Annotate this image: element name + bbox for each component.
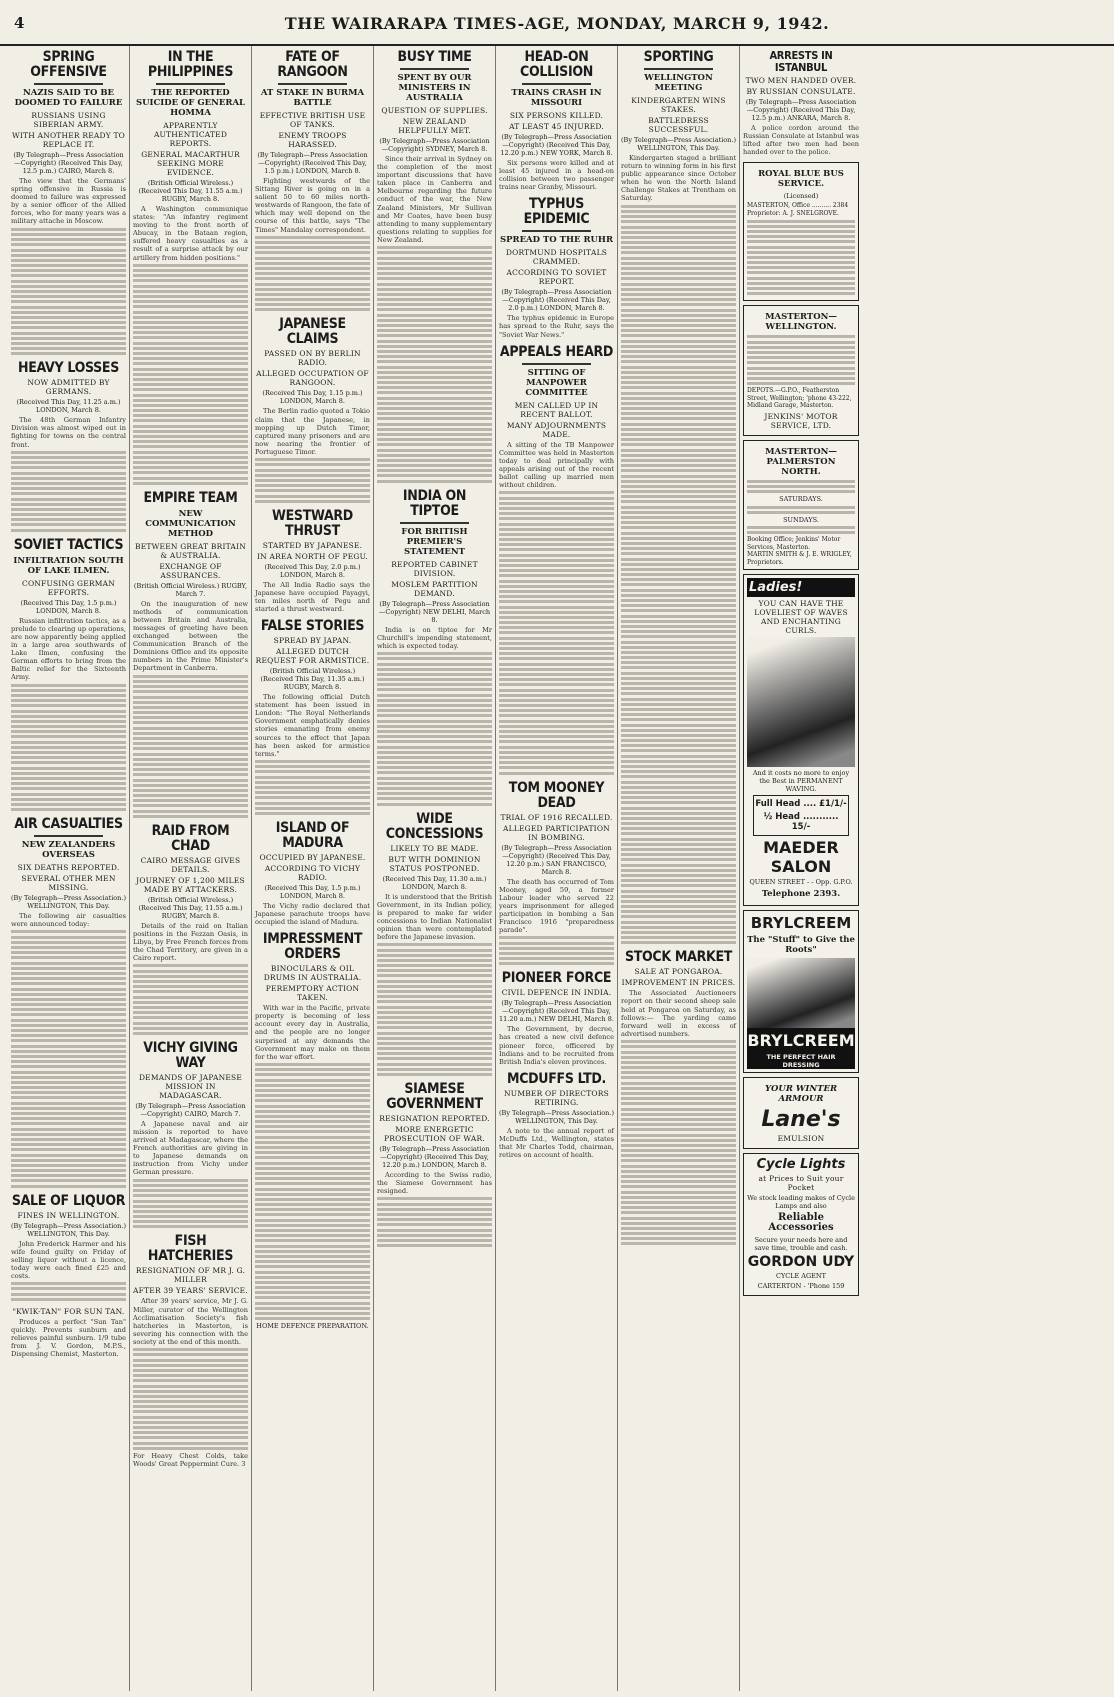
salon-ladies: Ladies!	[747, 578, 855, 597]
subdeck: MANY ADJOURNMENTS MADE.	[506, 420, 607, 439]
dateline: (By Telegraph—Press Association—Copyright) NEW DELHI, March 8.	[378, 599, 491, 624]
salon-line1: YOU CAN HAVE THE LOVELIEST OF WAVES AND ENCHANTING CURLS.	[754, 599, 848, 636]
article-text-lines	[377, 246, 492, 482]
timetable-lines	[747, 480, 855, 493]
article-wide-concessions	[377, 812, 492, 1076]
bus-title: MASTERTON—PALMERSTON NORTH.	[765, 446, 837, 477]
dateline: (By Telegraph—Press Association—Copyright) (Received This Day, 12.20 p.m.) SAN FRANCISCO, March 8.	[501, 843, 612, 876]
article-island-of-madura	[255, 821, 370, 926]
subdeck: MOSLEM PARTITION DEMAND.	[391, 579, 478, 598]
subdeck: BUT WITH DOMINION STATUS POSTPONED.	[388, 854, 481, 873]
article-text-lines	[377, 1197, 492, 1247]
headline: AIR CASUALTIES	[14, 816, 123, 833]
dateline: (British Official Wireless.) (Received This Day, 11.55 a.m.) RUGBY, March 8.	[138, 895, 243, 920]
subdeck: ACCORDING TO SOVIET REPORT.	[506, 268, 607, 287]
subdeck: EXCHANGE OF ASSURANCES.	[159, 561, 222, 580]
article-body: A note to the annual report of McDuffs Ltd., Wellington, states that Mr Charles Todd, chairman, retires on account of health.	[499, 1126, 614, 1160]
subdeck: APPARENTLY AUTHENTICATED REPORTS.	[153, 121, 228, 148]
article-japanese-claims	[255, 317, 370, 502]
article-text-lines	[499, 936, 614, 965]
article-body: Fighting westwards of the Sittang River is going on in a salient 50 to 60 miles north-westwards of Rangoon, the fate of which may well depend on the course of this battle, says "The Times" Mandalay correspondent.	[255, 177, 370, 234]
article-body: Since their arrival in Sydney on the completion of the most important discussions that have taken place in Canberra and Melbourne regarding the future conduct of the war, the New Zealand Ministers, Mr Sullivan and Mr Coates, have been busy attending to many supplementary questions relating to supplies for New Zealand.	[377, 155, 492, 244]
article-fish-hatcheries	[133, 1234, 248, 1468]
headline: MCDUFFS LTD.	[506, 1070, 607, 1087]
article-body: The 48th German Infantry Division was almost wiped out in fighting for towns on the central front.	[11, 416, 126, 449]
subdeck: JOURNEY OF 1,200 MILES MADE BY ATTACKERS.	[136, 875, 245, 894]
subdeck: SIX DEATHS REPORTED.	[17, 863, 120, 873]
article-text-lines	[255, 458, 370, 503]
article-text-lines	[11, 228, 126, 356]
headline: WIDE CONCESSIONS	[385, 810, 484, 842]
cycle-text: We stock leading makes of Cycle Lamps and also	[747, 1194, 855, 1211]
deck: NEW ZEALANDERS OVERSEAS	[21, 840, 116, 861]
dateline: (By Telegraph—Press Association—Copyright) (Received This Day, 11.20 a.m.) NEW DELHI, March 8.	[499, 999, 615, 1024]
headline: WESTWARD THRUST	[272, 507, 353, 539]
article-body: Kindergarten staged a brilliant return to winning form in his first public appearance since October when he won the North Island Challenge Stakes at Trentham on Saturday.	[621, 154, 736, 203]
subdeck: QUESTION OF SUPPLIES.	[381, 106, 488, 115]
article-heavy-losses	[11, 361, 126, 531]
article-body: The following air casualties were announced today:	[11, 912, 126, 929]
article-text-lines	[255, 760, 370, 815]
subdeck: IN AREA NORTH OF PEGU.	[256, 551, 369, 561]
deck: NEW COMMUNICATION METHOD	[145, 508, 236, 539]
article-sporting	[621, 50, 736, 944]
headline: IN THE PHILIPPINES	[147, 49, 234, 80]
article-text-lines	[255, 236, 370, 312]
dateline: (Received This Day, 1.5 p.m.) LONDON, March 8.	[20, 598, 117, 615]
subdeck: ALLEGED DUTCH REQUEST FOR ARMISTICE.	[255, 647, 370, 666]
timetable-lines	[747, 526, 855, 534]
deck: SITTING OF MANPOWER COMMITTEE	[525, 367, 588, 398]
lanes-sub: EMULSION	[777, 1134, 825, 1144]
dateline: (By Telegraph—Press Association.) WELLINGTON, This Day.	[11, 1221, 126, 1238]
deck: NOW ADMITTED BY GERMANS.	[27, 378, 110, 397]
subdeck: BY RUSSIAN CONSULATE.	[746, 87, 856, 96]
article-body: With war in the Pacific, private property is becoming of less account every day in Australia, and the people are no longer surprised at any demands the Government may make on them for the war effort.	[255, 1004, 370, 1061]
page-number: 4	[14, 14, 25, 32]
article-empire-team	[133, 491, 248, 818]
headline: FATE OF RANGOON	[277, 49, 348, 80]
deck: SPREAD TO THE RUHR	[499, 235, 614, 246]
ad-lanes-emulsion	[743, 1077, 859, 1149]
cycle-shop-sub: CYCLE AGENT	[776, 1272, 826, 1281]
subdeck: IMPROVEMENT IN PRICES.	[621, 978, 736, 988]
article-impressment-orders	[255, 932, 370, 1330]
bus-owner: MARTIN SMITH & J. E. WRIGLEY, Proprietors.	[747, 551, 852, 566]
lanes-logo: Lane's	[761, 1107, 841, 1133]
deck: SPENT BY OUR MINISTERS IN AUSTRALIA	[397, 73, 472, 103]
subdeck: MORE ENERGETIC PROSECUTION OF WAR.	[384, 1125, 485, 1143]
article-body: John Frederick Harmer and his wife found guilty on Friday of selling liquor without a licence, today were each fined £25 and costs.	[11, 1239, 126, 1280]
column-4	[374, 46, 496, 1691]
footer-ad: For Heavy Chest Colds, take Woods' Great Peppermint Cure. 3	[133, 1451, 248, 1469]
timetable-lines	[747, 335, 855, 385]
article-body: A police cordon around the Russian Consulate at Istanbul was lifted after two men had been handed over to the police.	[743, 124, 859, 157]
article-westward-thrust	[255, 509, 370, 613]
dateline: (Received This Day, 1.15 p.m.) LONDON, March 8.	[262, 389, 363, 406]
deck: THE REPORTED SUICIDE OF GENERAL HOMMA	[135, 88, 246, 118]
deck: FOR BRITISH PREMIER'S STATEMENT	[401, 526, 468, 557]
salon-telephone: Telephone 2393.	[761, 889, 841, 900]
headline: SOVIET TACTICS	[13, 536, 124, 553]
brylcreem-logo: BRYLCREEM	[750, 914, 852, 933]
article-body: The typhus epidemic in Europe has spread to the Ruhr, says the "Soviet War News."	[499, 314, 614, 339]
article-body: The view that the Germans' spring offensive in Russia is doomed to failure was expressed by a senior officer of the Allied forces, who for many years was a military attache in Moscow.	[11, 177, 126, 226]
article-text-lines	[133, 1179, 248, 1229]
dateline: (Received This Day, 11.25 a.m.) LONDON, March 8.	[16, 398, 121, 415]
deck: TRIAL OF 1916 RECALLED.	[500, 812, 613, 822]
dateline: (Received This Day, 2.0 p.m.) LONDON, March 8.	[264, 562, 361, 579]
dateline: (By Telegraph—Press Association—Copyright) (Received This Day, 1.5 p.m.) LONDON, March 8.	[257, 151, 368, 175]
dateline: (Received This Day, 11.30 a.m.) LONDON, March 8.	[382, 874, 487, 891]
article-text-lines	[621, 1040, 736, 1245]
headline: JAPANESE CLAIMS	[279, 316, 346, 348]
subdeck: PEREMPTORY ACTION TAKEN.	[265, 984, 360, 1003]
article-mcduffs	[499, 1072, 614, 1159]
subdeck: GENERAL MACARTHUR SEEKING MORE EVIDENCE.	[141, 150, 240, 177]
ad-text: Produces a perfect "Sun Tan" quickly. Prevents sunburn and relieves painful sunburn. 1/9 tube from J. V. Gordon, M.P.S., Dispensing Chemist, Masterton.	[11, 1317, 126, 1359]
article-text-lines	[133, 1348, 248, 1450]
subdeck: NEW ZEALAND HELPFULLY MET.	[398, 117, 471, 135]
article-text-lines	[133, 675, 248, 818]
article-body: Details of the raid on Italian positions in the Fezzan Oasis, in Libya, by Free French forces from the Chad Territory, are given in a Cairo report.	[133, 921, 248, 963]
woman-portrait-image	[747, 637, 855, 767]
article-sale-of-liquor	[11, 1194, 126, 1301]
newspaper-title: THE WAIRARAPA TIMES-AGE, MONDAY, MARCH 9, 1942.	[284, 14, 830, 33]
subdeck: EFFECTIVE BRITISH USE OF TANKS.	[259, 111, 366, 129]
column-6	[618, 46, 740, 1691]
timetable-lines	[747, 506, 855, 514]
deck: NAZIS SAID TO BE DOOMED TO FAILURE	[14, 88, 123, 108]
headline: TYPHUS EPIDEMIC	[523, 196, 590, 228]
article-siamese-government	[377, 1082, 492, 1247]
article-body: A sitting of the TB Manpower Committee was held in Masterton today to deal principally with appeals arising out of the recent ballot calling up married men without children.	[499, 440, 614, 490]
deck: TRAINS CRASH IN MISSOURI	[511, 88, 602, 108]
article-text-lines	[133, 264, 248, 485]
article-text-lines	[11, 684, 126, 812]
deck: STARTED BY JAPANESE.	[262, 540, 363, 550]
deck: SALE AT PONGAROA.	[634, 967, 723, 977]
headline: SALE OF LIQUOR	[11, 1192, 126, 1209]
salon-name: MAEDER SALON	[763, 838, 839, 877]
article-fate-of-rangoon	[255, 50, 370, 311]
article-body: A Japanese naval and air mission is reported to have arrived at Madagascar, where the French authorities are giving in to Japanese demands on instruction from Vichy under German pressure.	[133, 1119, 248, 1177]
subdeck: SEVERAL OTHER MEN MISSING.	[21, 874, 116, 893]
article-body: The Associated Auctioneers report on their second sheep sale held at Pongaroa on Saturday, as follows:— The yarding came forward well in excess of advertised numbers.	[621, 989, 736, 1038]
article-text-lines	[255, 1063, 370, 1320]
headline: FALSE STORIES	[260, 618, 365, 635]
bus-booking: Booking Office; Jenkins' Motor Services, Masterton.	[747, 536, 841, 551]
article-text-lines	[133, 964, 248, 1034]
salon-address: QUEEN STREET - - Opp. G.P.O.	[749, 878, 853, 887]
headline: RAID FROM CHAD	[151, 822, 230, 854]
deck: TWO MEN HANDED OVER.	[745, 76, 857, 85]
headline: TOM MOONEY DEAD	[508, 779, 605, 811]
deck: OCCUPIED BY JAPANESE.	[259, 852, 366, 862]
deck: FINES IN WELLINGTON.	[17, 1210, 120, 1220]
dateline: (By Telegraph—Press Association—Copyright) (Received This Day, 2.0 p.m.) LONDON, March 8.	[501, 288, 612, 313]
dateline: (By Telegraph—Press Association—Copyright) (Received This Day, 12.5 p.m.) CAIRO, March 8.	[13, 151, 124, 175]
article-appeals-heard	[499, 345, 614, 775]
footer-note: HOME DEFENCE PREPARATION.	[256, 1322, 369, 1331]
article-text-lines	[377, 943, 492, 1076]
article-body: The following official Dutch statement has been issued in London: "The Royal Netherlands Government emphatically denies stories emanating from enemy sources to the effect that Japan has been asked for armistice terms."	[255, 693, 370, 758]
column-5	[496, 46, 618, 1691]
article-tom-mooney-dead	[499, 781, 614, 966]
subdeck: WITH ANOTHER READY TO REPLACE IT.	[11, 131, 125, 149]
bus-sundays: SUNDAYS.	[783, 515, 819, 524]
subdeck: SIX PERSONS KILLED.	[509, 111, 604, 120]
deck: AT STAKE IN BURMA BATTLE	[260, 88, 365, 108]
ad-kwik-tan	[11, 1307, 126, 1358]
salon-full-head-price: Full Head .... £1/1/-	[755, 799, 847, 810]
article-body: India is on tiptoe for Mr Churchill's impending statement, which is expected today.	[377, 625, 492, 650]
deck: SPREAD BY JAPAN.	[273, 636, 352, 646]
headline: APPEALS HEARD	[499, 343, 614, 360]
article-typhus-epidemic	[499, 197, 614, 338]
subdeck: AFTER 39 YEARS' SERVICE.	[133, 1286, 248, 1296]
brylcreem-logo-large: BRYLCREEM	[747, 1028, 855, 1053]
dateline: (By Telegraph—Press Association—Copyright) (Received This Day, 12.5 p.m.) ANKARA, March 8.	[745, 98, 857, 122]
lanes-top: YOUR WINTER ARMOUR	[764, 1084, 838, 1105]
deck: INFILTRATION SOUTH OF LAKE ILMEN.	[13, 555, 124, 576]
headline: FISH HATCHERIES	[147, 1233, 234, 1265]
ad-palmerston-bus	[743, 440, 859, 571]
article-text-lines	[499, 491, 614, 774]
headline: VICHY GIVING WAY	[143, 1039, 238, 1071]
cycle-lights-title: Cycle Lights	[756, 1157, 846, 1173]
salon-line2: And it costs no more to enjoy the Best in PERMANENT WAVING.	[752, 769, 850, 794]
column-7	[740, 46, 862, 1691]
article-stock-market	[621, 950, 736, 1245]
ad-title: "KWIK-TAN" FOR SUN TAN.	[12, 1306, 125, 1316]
headline: ARRESTS IN ISTANBUL	[769, 49, 833, 74]
article-body: The death has occurred of Tom Mooney, aged 59, a former Labour leader who served 22 years imprisonment for alleged participation in bombing a San Francisco 1916 "preparedness parade".	[499, 877, 614, 935]
subdeck: MEN CALLED UP IN RECENT BALLOT.	[514, 400, 599, 419]
article-soviet-tactics	[11, 538, 126, 811]
article-raid-from-chad	[133, 824, 248, 1035]
article-air-casualties	[11, 817, 126, 1188]
timetable-lines	[747, 220, 855, 296]
article-pioneer-force	[499, 971, 614, 1065]
dateline: (British Official Wireless.) RUGBY, March 7.	[133, 581, 248, 598]
deck: BINOCULARS & OIL DRUMS IN AUSTRALIA.	[263, 964, 362, 983]
article-body: Six persons were killed and at least 45 injured in a head-on collision between two passenger trains near Granby, Missouri.	[499, 159, 614, 192]
article-india-on-tiptoe	[377, 489, 492, 806]
subdeck: CONFUSING GERMAN EFFORTS.	[22, 578, 115, 597]
bus-licensed: (Licensed)	[783, 192, 819, 201]
dateline: (British Official Wireless.) (Received This Day, 11.55 a.m.) RUGBY, March 8.	[138, 179, 243, 203]
headline: ISLAND OF MADURA	[275, 819, 350, 851]
bus-depots: DEPOTS.—G.P.O., Featherston Street, Wellington; 'phone 43-222, Midland Garage, Masterton.	[747, 387, 852, 410]
headline: EMPIRE TEAM	[143, 489, 238, 506]
masthead	[0, 0, 1114, 46]
article-false-stories	[255, 619, 370, 815]
bus-title: ROYAL BLUE BUS SERVICE.	[758, 169, 844, 190]
article-busy-time	[377, 50, 492, 483]
subdeck: RUSSIANS USING SIBERIAN ARMY.	[31, 111, 106, 129]
cycle-accessories: Reliable Accessories	[768, 1212, 834, 1234]
deck: NUMBER OF DIRECTORS RETIRING.	[504, 1088, 609, 1107]
subdeck: ALLEGED PARTICIPATION IN BOMBING.	[503, 823, 610, 842]
article-philippines	[133, 50, 248, 485]
deck: CAIRO MESSAGE GIVES DETAILS.	[140, 855, 241, 874]
deck: RESIGNATION OF MR J. G. MILLER	[135, 1266, 246, 1285]
column-2	[130, 46, 252, 1691]
dateline: (By Telegraph—Press Association—Copyright) CAIRO, March 7.	[135, 1101, 246, 1118]
deck: RESIGNATION REPORTED.	[379, 1114, 490, 1123]
article-body: After 39 years' service, Mr J. G. Miller, curator of the Wellington Acclimatisation Society's fish hatcheries in Masterton, is severing his connection with the society at the end of this month.	[133, 1297, 248, 1346]
headline: INDIA ON TIPTOE	[402, 487, 467, 519]
headline: STOCK MARKET	[624, 949, 733, 966]
bus-title: MASTERTON—WELLINGTON.	[765, 312, 837, 333]
dateline: (By Telegraph—Press Association.) WELLINGTON, This Day.	[499, 1108, 614, 1125]
article-arrests-istanbul	[743, 50, 859, 156]
subdeck: BATTLEDRESS SUCCESSFUL.	[648, 116, 709, 134]
subdeck: ACCORDING TO VICHY RADIO.	[264, 863, 361, 882]
bus-saturdays: SATURDAYS.	[779, 495, 823, 504]
salon-half-head-price: ½ Head ........... 15/-	[763, 812, 839, 833]
subdeck: ENEMY TROOPS HARASSED.	[278, 131, 347, 149]
deck: PASSED ON BY BERLIN RADIO.	[264, 349, 361, 368]
man-portrait-image	[747, 958, 855, 1028]
ad-gordon-udy-cycle	[743, 1153, 859, 1296]
columns	[8, 46, 1106, 1691]
cycle-prices: at Prices to Suit your Pocket	[758, 1174, 844, 1193]
column-3	[252, 46, 374, 1691]
headline: IMPRESSMENT ORDERS	[262, 931, 363, 963]
headline: BUSY TIME	[397, 49, 472, 65]
cycle-tail: Secure your needs here and save time, trouble and cash.	[754, 1236, 848, 1253]
article-text-lines	[377, 652, 492, 805]
deck: LIKELY TO BE MADE.	[390, 843, 479, 853]
article-body: The All India Radio says the Japanese have occupied Payagyi, ten miles north of Pegu and started a thrust westward.	[255, 580, 370, 613]
dateline: (By Telegraph—Press Association—Copyright) SYDNEY, March 8.	[379, 137, 490, 153]
article-body: It is understood that the British Government, in its Indian policy, is prepared to make far wider concessions to Indian Nationalist opinion than were contemplated before the Japanese invasion.	[377, 892, 492, 942]
article-body: Russian infiltration tactics, as a prelude to clearing up operations, are now apparently being applied in a large area southwards of Lake Ilmen, confusing the German efforts to bring from the Baltic relief for the Sixteenth Army.	[11, 616, 126, 682]
dateline: (By Telegraph—Press Association—Copyright) (Received This Day, 12.20 p.m.) NEW YORK, March 8.	[500, 133, 613, 157]
headline: SPRING OFFENSIVE	[30, 49, 107, 80]
article-body: According to the Swiss radio, the Siamese Government has resigned.	[377, 1171, 492, 1196]
cycle-shop-name: GORDON UDY	[747, 1254, 855, 1271]
headline: SPORTING	[643, 49, 714, 65]
article-head-on-collision	[499, 50, 614, 191]
headline: SIAMESE GOVERNMENT	[386, 1081, 483, 1112]
dateline: (By Telegraph—Press Association.) WELLINGTON, This Day.	[11, 894, 126, 911]
article-body: The Berlin radio quoted a Tokio claim that the Japanese, in mopping up Dutch Timor, captured many prisoners and are now nearing the frontier of Portuguese Timor.	[255, 407, 370, 456]
article-body: A Washington communique states: "An infantry regiment moving to the front north of Abucay, in the Bataan region, suffered heavy casualties as a result of a surprise attack by our artillery from hidden positions."	[133, 205, 248, 262]
subdeck: BETWEEN GREAT BRITAIN & AUSTRALIA.	[135, 541, 246, 560]
deck: DEMANDS OF JAPANESE MISSION IN MADAGASCAR.	[138, 1072, 243, 1100]
article-body: The Government, by decree, has created a new civil defence pioneer force, officered by Indians and to be recruited from British India's eleven provinces.	[499, 1025, 614, 1066]
headline: HEAD-ON COLLISION	[520, 49, 593, 80]
subdeck: REPORTED CABINET DIVISION.	[391, 559, 478, 578]
article-text-lines	[11, 1282, 126, 1301]
subdeck: AT LEAST 45 INJURED.	[509, 122, 604, 131]
article-vichy-giving-way	[133, 1041, 248, 1229]
ad-jenkins-bus	[743, 305, 859, 435]
bus-owner: JENKINS' MOTOR SERVICE, LTD.	[764, 411, 838, 430]
ad-brylcreem	[743, 910, 859, 1073]
deck: CIVIL DEFENCE IN INDIA.	[501, 988, 612, 998]
subdeck: DORTMUND HOSPITALS CRAMMED.	[505, 248, 608, 267]
article-text-lines	[11, 451, 126, 532]
bus-office: MASTERTON, Office .......... 2384	[747, 202, 849, 210]
dateline: (By Telegraph—Press Association—Copyright) (Received This Day, 12.20 p.m.) LONDON, March 8.	[379, 1145, 490, 1169]
brylcreem-slogan: The "Stuff" to Give the Roots"	[747, 935, 855, 956]
subdeck: ALLEGED OCCUPATION OF RANGOON.	[256, 369, 369, 388]
dateline: (By Telegraph—Press Association.) WELLINGTON, This Day.	[621, 136, 736, 152]
article-spring-offensive	[11, 50, 126, 355]
headline: PIONEER FORCE	[501, 970, 612, 987]
headline: HEAVY LOSSES	[17, 360, 120, 377]
deck: WELLINGTON MEETING	[644, 73, 713, 93]
bus-owner: Proprietor: A. J. SNELGROVE.	[747, 209, 839, 217]
subdeck: KINDERGARTEN WINS STAKES.	[631, 96, 726, 114]
ad-royal-blue-bus	[743, 162, 859, 301]
column-1	[8, 46, 130, 1691]
brylcreem-tagline: THE PERFECT HAIR DRESSING	[747, 1053, 855, 1069]
dateline: (Received This Day, 1.5 p.m.) LONDON, March 8.	[264, 883, 361, 900]
ad-maeder-salon	[743, 574, 859, 906]
dateline: (British Official Wireless.) (Received This Day, 11.35 a.m.) RUGBY, March 8.	[260, 667, 365, 692]
article-text-lines	[11, 930, 126, 1187]
cycle-shop-address: CARTERTON - 'Phone 159	[757, 1282, 845, 1291]
article-body: On the inauguration of new methods of communication between Britain and Australia, messages of greeting have been exchanged between the Communication Branch of the Dominions Office and its opposite numbers in the Prime Minister's Department in Canberra.	[133, 599, 248, 673]
article-text-lines	[621, 205, 736, 945]
article-body: The Vichy radio declared that Japanese parachute troops have occupied the island of Madura.	[255, 901, 370, 927]
